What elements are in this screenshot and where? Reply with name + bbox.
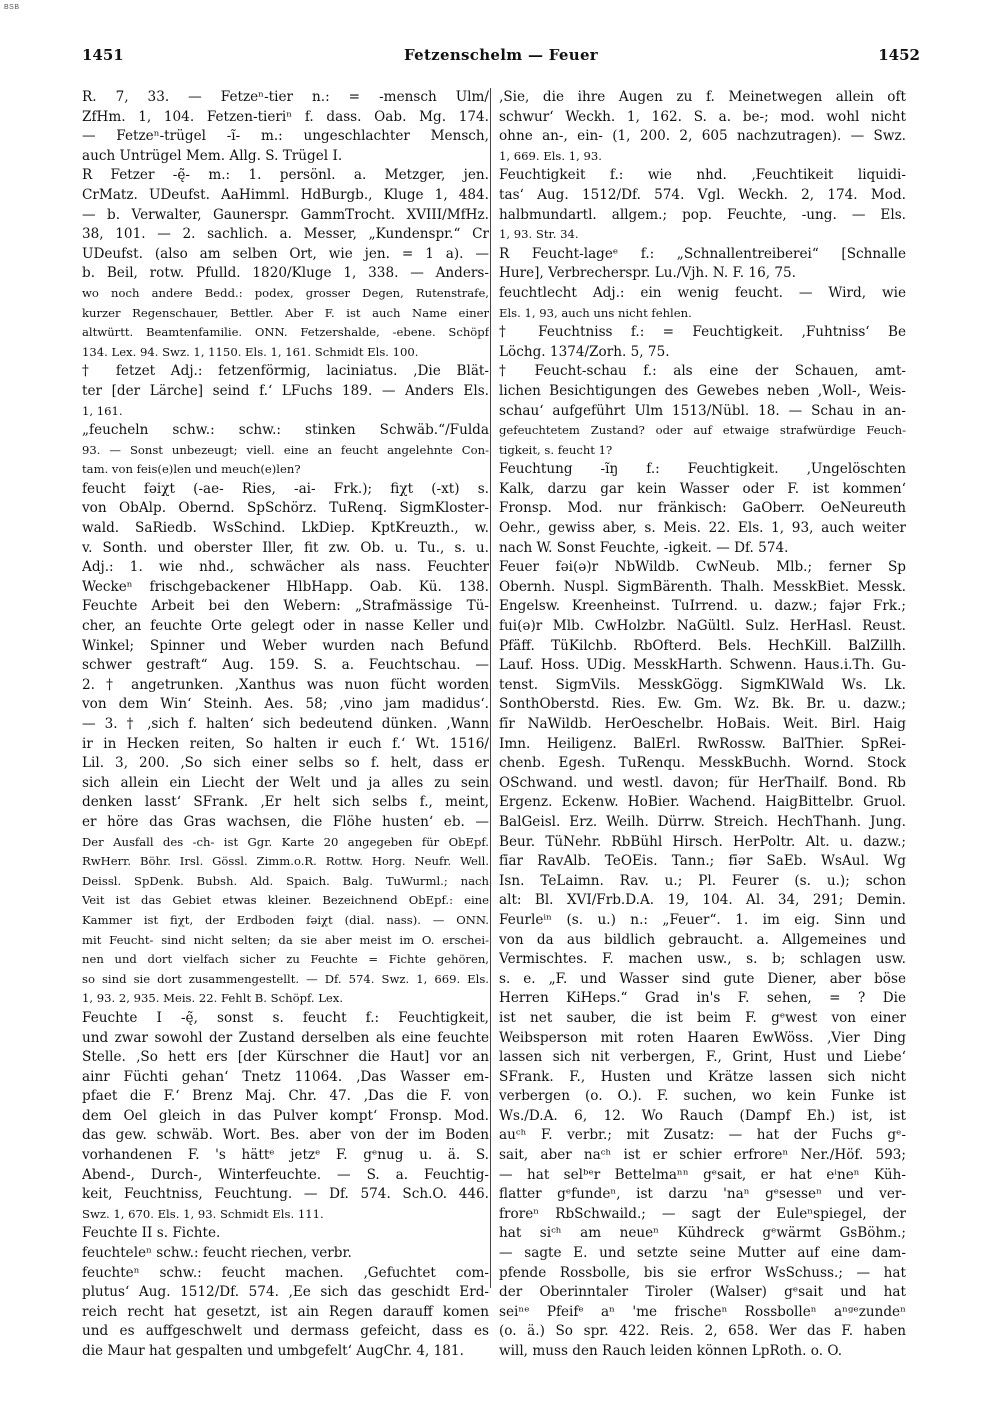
text-line: Hure], Verbrecherspr. Lu./Vjh. N. F. 16, 75. <box>499 265 796 282</box>
text-line: Oehr., gewiss aber, s. Meis. 22. Els. 1, 93, auch weiter <box>499 520 906 537</box>
right-column <box>499 88 906 1362</box>
text-line: Engelsw. Kreenheinst. TuIrrend. u. dazw.; fajər Frk.; <box>499 598 906 615</box>
text-line: — sagte E. und setzte seine Mutter auf eine dam- <box>499 1245 906 1262</box>
text-line: so sind sie dort zusammengestellt. — Df. 574. Swz. 1, 669. Els. <box>82 971 489 986</box>
text-line: ist net sauber, die ist beim F. gᵉwest von einer <box>499 1009 906 1026</box>
text-line: Fronsp. Mod. nur fränkisch: GaOberr. OeNeureuth <box>499 500 906 517</box>
text-line: Feuchtung -ĩŋ f.: Feuchtigkeit. ‚Ungelöschten <box>499 461 906 478</box>
text-line: der Oberinntaler Tiroler (Walser) gᵉsait und hat <box>499 1284 906 1301</box>
text-line: seiⁿᵉ Pfeifᵉ aⁿ 'me frischeⁿ Rossbolleⁿ aⁿᵍᵉzundeⁿ <box>499 1303 906 1320</box>
text-line: Beur. TüNehr. RbBühl Hirsch. HerPoltr. Alt. u. dazw.; <box>499 833 906 850</box>
text-line: mit Feucht- sind nicht selten; da sie aber meist im O. erschei- <box>82 932 489 947</box>
text-line: SonthOberstd. Ries. Ew. Gm. Wz. Bk. Br. u. dazw.; <box>499 696 906 713</box>
text-line: nach W. Sonst Feuchte, -igkeit. — Df. 574. <box>499 539 789 556</box>
text-line: RwHerr. Böhr. Irsl. Gössl. Zimm.o.R. Rottw. Horg. Neufr. Well. <box>82 854 489 869</box>
text-line: Feuer fəi(ə)r NbWildb. CwNeub. Mlb.; ferner Sp <box>499 559 906 576</box>
text-line: vorhandenen F. 's hättᵉ jetzᵉ F. gᵉnug u. ä. S. <box>82 1147 489 1164</box>
text-line: Herren KiHeps.“ Grad in's F. sehen, = ? Die <box>499 990 906 1007</box>
text-line: auᶜʰ F. verbr.; mit Zusatz: — hat der Fuchs gᵉ- <box>499 1127 906 1144</box>
text-line: von ObAlp. Obernd. SpSchörz. TuRenq. SigmKloster- <box>82 500 489 517</box>
text-line: 93. — Sonst unbezeugt; viell. eine an feucht angelehnte Con- <box>82 442 489 457</box>
text-line: er höre das Gras wachsen, die Flöhe husten‘ eb. — <box>82 813 489 830</box>
text-line: Feurleⁱⁿ (s. u.) n.: „Feuer“. 1. im eig. Sinn und <box>499 911 906 928</box>
text-line: Feuchte I -ę̃, sonst s. feucht f.: Feuchtigkeit, <box>82 1009 489 1026</box>
text-line: b. Beil, rotw. Pfulld. 1820/Kluge 1, 338. — Anders- <box>82 265 489 282</box>
column-divider <box>490 88 491 1288</box>
text-line: alt: Bl. XVI/Frb.D.A. 19, 104. Al. 34, 291; Demin. <box>499 892 906 909</box>
text-line: Weibsperson mit roten Haaren EwWöss. ‚Vier Ding <box>499 1029 906 1046</box>
text-line: tigkeit, s. feucht 1? <box>499 442 613 457</box>
text-line: Feuchte Arbeit bei den Webern: „Strafmässige Tü- <box>82 598 489 615</box>
text-line: R Feucht-lageᵉ f.: „Schnallentreiberei“ [Schnalle <box>499 245 906 262</box>
text-line: BalGeisl. Erz. Weilh. Dürrw. Streich. HechThanh. Jung. <box>499 813 906 830</box>
text-line: Pfäff. TüKilchb. RbOfterd. Bels. HechKill. BalZillh. <box>499 637 906 654</box>
text-line: R. 7, 33. — Fetzeⁿ-tier n.: = -mensch Ulm/ <box>82 89 489 105</box>
text-line: CrMatz. UDeufst. AaHimml. HdBurgb., Kluge 1, 484. <box>82 186 489 203</box>
text-line: verbergen (o. O.). F. suchen, wo kein Funke ist <box>499 1088 906 1105</box>
text-line: von dem Win‘ Steinh. Aes. 58; ‚vino jam madidus‘. <box>82 696 489 713</box>
text-line: feuchteⁿ schw.: feucht machen. ‚Gefuchtet com- <box>82 1264 489 1281</box>
text-line: 1, 93. Str. 34. <box>499 227 579 242</box>
text-line: „feucheln schw.: schw.: stinken Schwäb.“/Fulda <box>82 422 489 439</box>
text-line: schwur‘ Weckh. 1, 162. S. a. be-; mod. wohl nicht <box>499 108 906 125</box>
text-line: schwer gestraft“ Aug. 159. S. a. Feuchtschau. — <box>82 657 489 674</box>
text-line: Der Ausfall des -ch- ist Ggr. Karte 20 angegeben für ObEpf. <box>82 834 489 849</box>
text-line: tenst. SigmVils. MesskGögg. SigmKlWald Ws. Lk. <box>499 676 906 693</box>
text-line: † fetzet Adj.: fetzenförmig, laciniatus. ‚Die Blät- <box>82 363 489 380</box>
text-line: plutus‘ Aug. 1512/Df. 574. ‚Ee sich das geschidt Erd- <box>82 1284 489 1301</box>
text-line: — hat selᵇᵉr Bettelmaⁿⁿ gᵉsait, er hat eⁱneⁿ Küh- <box>499 1166 906 1183</box>
text-line: schau‘ aufgeführt Ulm 1513/Nübl. 18. — Schau in an- <box>499 402 906 419</box>
text-line: 1, 93. 2, 935. Meis. 22. Fehlt B. Schöpf. Lex. <box>82 991 344 1006</box>
page-header <box>82 46 920 68</box>
text-line: Kalk, darzu gar kein Wasser oder F. ist kommen‘ <box>499 480 906 497</box>
text-line: lichen Besichtigungen des Gewebes neben ‚Woll-, Weis- <box>499 382 906 399</box>
text-line: und es auffgeschwelt und dermass gefeicht, dass es <box>82 1323 489 1340</box>
text-line: Ws./D.A. 6, 12. Wo Rauch (Dampf Eh.) ist, ist <box>499 1107 906 1124</box>
text-line: SFrank. F., Husten und Krätze lassen sich nicht <box>499 1068 906 1085</box>
text-line: chenb. Egesh. TuRenqu. MesskBuchh. Wornd. Stock <box>499 755 906 772</box>
text-line: Weckeⁿ frischgebackener HlbHapp. Oab. Kü. 138. <box>82 578 489 595</box>
text-line: ter [der Lärche] seind f.‘ LFuchs 189. — Anders Els. <box>82 382 489 399</box>
text-line: fīr NaWildb. HerOeschelbr. HoBais. Weit. Birl. Haig <box>499 716 906 732</box>
text-line: halbmundartl. allgem.; pop. Feuchte, -ung. — Els. <box>499 206 906 223</box>
text-line: feuchteleⁿ schw.: feucht riechen, verbr. <box>82 1245 352 1262</box>
text-line: pfaet die F.‘ Brenz Maj. Chr. 47. ‚Das die F. von <box>82 1088 489 1105</box>
text-line: keit, Feuchtniss, Feuchtung. — Df. 574. Sch.O. 446. <box>82 1186 489 1203</box>
text-line: fīar RavAlb. TeOEis. Tann.; fīər SaEb. WsAul. Wg <box>499 853 906 870</box>
text-line: hat siᶜʰ am neueⁿ Kühdreck gᵉwärmt GsBöhm.; <box>499 1225 906 1242</box>
text-line: ainr Füchti gehan‘ Tnetz 11064. ‚Das Wasser em- <box>82 1068 489 1085</box>
text-line: sait, aber naᶜʰ ist er schier erfroreⁿ Ner./Höf. 593; <box>499 1147 906 1164</box>
text-line: froreⁿ RbSchwaild.; — sagt der Euleⁿspiegel, der <box>499 1205 906 1222</box>
text-line: Löchg. 1374/Zorh. 5, 75. <box>499 343 670 360</box>
text-line: (o. ä.) So spr. 422. Reis. 2, 658. Wer das F. haben <box>499 1323 906 1340</box>
text-line: denken lasst‘ SFrank. ‚Er helt sich selbs f., meint, <box>82 794 489 811</box>
text-line: sich allein ein Liecht der Welt und ja alles zu sein <box>82 774 489 791</box>
text-line: 134. Lex. 94. Swz. 1, 1150. Els. 1, 161. Schmidt Els. 100. <box>82 344 419 359</box>
text-line: — 3. † ‚sich f. halten‘ sich bedeutend dünken. ‚Wann <box>82 716 489 732</box>
text-line: 2. † angetrunken. ‚Xanthus was nuon fücht worden <box>82 676 489 693</box>
text-line: auch Untrügel Mem. Allg. S. Trügel I. <box>82 147 343 164</box>
text-line: ‚Sie, die ihre Augen zu f. Meinetwegen allein oft <box>499 89 906 105</box>
text-line: Vermischtes. F. machen usw., s. b; schlagen usw. <box>499 951 906 968</box>
text-line: Imn. Heiligenz. BalErl. RwRossw. BalThier. SpRei- <box>499 735 906 752</box>
text-line: das gew. schwäb. Wort. Bes. aber von der im Boden <box>82 1127 489 1144</box>
text-line: tam. von feis(e)len und meuch(e)len? <box>82 462 301 477</box>
library-stamp: BSB <box>4 4 20 11</box>
text-line: UDeufst. (also am selben Ort, wie jen. = 1 a). — <box>82 245 489 262</box>
text-line: 1, 161. <box>82 403 123 418</box>
page-number-right: 1452 <box>878 46 920 64</box>
text-line: lassen sich nit verbergen, F., Grint, Hust und Liebe‘ <box>499 1049 906 1066</box>
text-line: Stelle. ‚So hett ers [der Kürschner die Haut] vor an <box>82 1049 489 1066</box>
text-line: ZfHm. 1, 104. Fetzen-tieriⁿ f. dass. Oab. Mg. 174. <box>82 108 489 125</box>
text-line: wald. SaRiedb. WsSchind. LkDiep. KptKreuzth., w. <box>82 520 489 537</box>
text-line: flatter gᵉfundeⁿ, ist darzu 'naⁿ gᵉsesseⁿ und ver- <box>499 1186 906 1203</box>
text-line: Veit ist das Gebiet etwas kleiner. Bezeichnend ObEpf.: eine <box>82 893 489 908</box>
text-line: Feuchtigkeit f.: wie nhd. ‚Feuchtikeit liquidi- <box>499 167 906 184</box>
text-line: die Maur hat gespalten und umbgefelt‘ AugChr. 4, 181. <box>82 1343 464 1359</box>
text-line: tas‘ Aug. 1512/Df. 574. Vgl. Weckh. 2, 174. Mod. <box>499 186 906 203</box>
text-line: will, muss den Rauch leiden können LpRoth. o. O. <box>499 1343 843 1359</box>
text-line: kurzer Regenschauer, Bettler. Aber F. ist auch Name einer <box>82 305 489 320</box>
text-line: Ergenz. Eckenw. HoBier. Wachend. HaigBittelbr. Gruol. <box>499 794 906 811</box>
text-line: fui(ə)r Mlb. CwHolzbr. NaGültl. Sulz. HerHasl. Reust. <box>499 618 906 635</box>
text-line: gefeuchtetem Zustand? oder auf etwaige strafwürdige Feuch- <box>499 423 906 438</box>
text-line: von da aus bildlich gebraucht. a. Allgemeines und <box>499 931 906 948</box>
text-line: Abend-, Durch-, Winterfeuchte. — S. a. Feuchtig- <box>82 1166 489 1183</box>
text-line: Kammer ist fiχt, der Erdboden fəiχt (dial. nass). — ONN. <box>82 912 489 927</box>
text-line: — Fetzeⁿ-trügel -ĩ- m.: ungeschlachter Mensch, <box>82 128 489 145</box>
text-line: 38, 101. — 2. sachlich. a. Messer, „Kundenspr.“ Cr <box>82 226 489 243</box>
text-line: † Feucht-schau f.: als eine der Schauen, amt- <box>499 363 906 380</box>
text-line: dem Oel gleich in das Pulver kompt‘ Fronsp. Mod. <box>82 1107 489 1124</box>
text-line: R Fetzer -ę̃- m.: 1. persönl. a. Metzger, jen. <box>82 167 489 184</box>
text-line: s. e. „F. und Wasser sind gute Diener, aber böse <box>499 970 906 987</box>
text-line: Adj.: 1. wie nhd., schwächer als nass. Feuchter <box>82 559 489 576</box>
text-line: cher, an feuchte Orte gelegt oder in nasse Keller und <box>82 618 489 635</box>
text-line: Lil. 3, 200. ‚So sich einer selbs so f. helt, dass er <box>82 755 489 772</box>
text-line: ir in Hecken reiten, So halten ir euch f.‘ Wt. 1516/ <box>82 735 489 752</box>
text-line: Feuchte II s. Fichte. <box>82 1225 221 1242</box>
text-line: Swz. 1, 670. Els. 1, 93. Schmidt Els. 111. <box>82 1206 324 1221</box>
text-line: Lauf. Hoss. UDig. MesskHarth. Schwenn. Haus.i.Th. Gu- <box>499 657 906 674</box>
text-line: — b. Verwalter, Gaunerspr. GammTrocht. XVIII/MfHz. <box>82 206 489 223</box>
text-line: 1, 669. Els. 1, 93. <box>499 148 602 163</box>
text-line: nen und dort vielfach sicher zu Feuchte = Fichte gehören, <box>82 952 489 967</box>
text-line: pfende Rossbolle, bis sie erfror WsSchuss.; — hat <box>499 1264 906 1281</box>
left-column <box>82 88 489 1362</box>
text-line: und zwar sowohl der Zustand derselben als eine feuchte <box>82 1029 489 1046</box>
text-line: Isn. TeLaimn. Rav. u.; Pl. Feurer (s. u.); schon <box>499 872 906 889</box>
text-line: OSchwand. und westl. davon; für HerThailf. Bond. Rb <box>499 774 906 791</box>
text-line: † Feuchtniss f.: = Feuchtigkeit. ‚Fuhtniss‘ Be <box>499 324 906 341</box>
text-line: wo noch andere Bedd.: podex, grosser Degen, Rutenstrafe, <box>82 285 489 300</box>
text-line: Deissl. SpDenk. Bubsh. Ald. Spaich. Balg. TuWurml.; nach <box>82 873 489 888</box>
running-title: Fetzenschelm — Feuer <box>403 46 599 64</box>
text-line: altwürtt. Beamtenfamilie. ONN. Fetzershalde, -ebene. Schöpf <box>82 325 489 340</box>
text-line: feuchtlecht Adj.: ein wenig feucht. — Wird, wie <box>499 284 906 301</box>
text-line: Winkel; Spinner und Weber wurden nach Befund <box>82 637 489 654</box>
text-line: Els. 1, 93, auch uns nicht fehlen. <box>499 305 692 320</box>
text-line: v. Sonth. und oberster Iller, fit zw. Ob. u. Tu., s. u. <box>82 539 489 556</box>
page-number-left: 1451 <box>82 46 124 64</box>
text-line: ohne an-, ein- (1, 200. 2, 605 nachzutragen). — Swz. <box>499 128 906 145</box>
text-line: feucht fəiχt (-ae- Ries, -ai- Frk.); fiχt (-xt) s. <box>82 480 489 497</box>
text-line: reich recht hat gesetzt, ist ain Regen darauff komen <box>82 1303 489 1320</box>
text-line: Obernh. Nuspl. SigmBärenth. Thalh. MesskBiet. Messk. <box>499 578 906 595</box>
